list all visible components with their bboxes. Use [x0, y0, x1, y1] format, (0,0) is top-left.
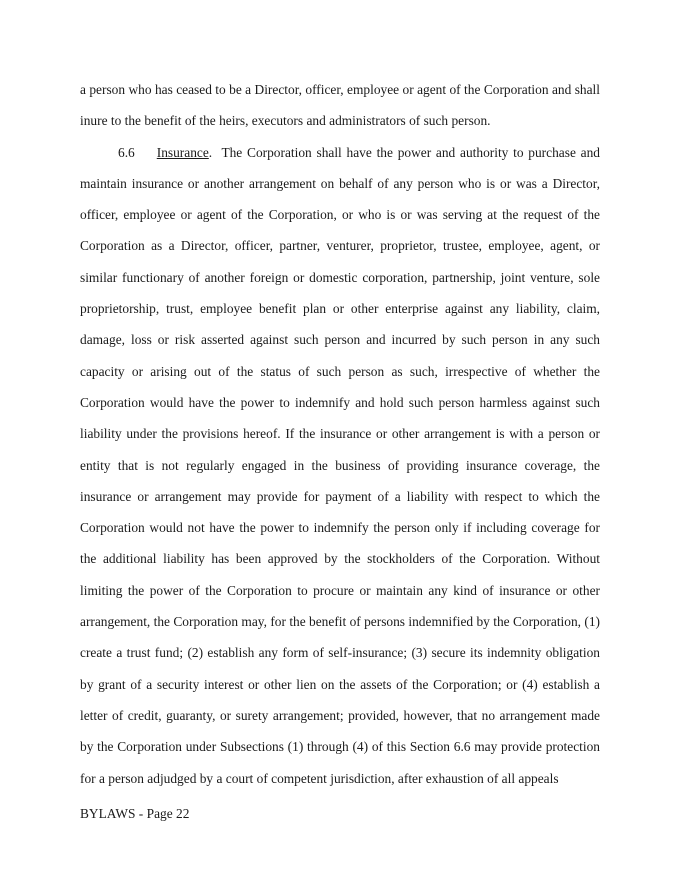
document-body: [80, 74, 600, 794]
section-heading: Insurance: [156, 144, 209, 160]
continuation-paragraph: a person who has ceased to be a Director, officer, employee or agent of the Corporation and shall inure to the benefit of the heirs, executors and administrators of such person.: [80, 82, 600, 129]
section-number: 6.6: [118, 144, 135, 160]
section-heading-punct: .: [208, 144, 213, 160]
page-footer: BYLAWS - Page 22: [80, 806, 190, 821]
section-paragraph: [80, 137, 600, 794]
section-body-text: The Corporation shall have the power and authority to purchase and maintain insurance or another arrangement on behalf of any person who is or was a Director, officer, employee or agent of the Corporation, or who is or was serving at the request of the Corporation as a Director, officer, partner, venturer, proprietor, trustee, employee, agent, or similar functionary of another foreign or domestic corporation, partnership, joint venture, sole proprietorship, trust, employee benefit plan or other enterprise against any liability, claim, damage, loss or risk asserted against such person and incurred by such person in any such capacity or arising out of the status of such person as such, irrespective of whether the Corporation would have the power to indemnify and hold such person harmless against such liability under the provisions hereof. If the insurance or other arrangement is with a person or entity that is not regularly engaged in the business of providing insurance coverage, the insurance or arrangement may provide for payment of a liability with respect to which the Corporation would not have the power to indemnify the person only if including coverage for the additional liability has been approved by the stockholders of the Corporation. Without limiting the power of the Corporation to procure or maintain any kind of insurance or other arrangement, the Corporation may, for the benefit of persons indemnified by the Corporation, (1) create a trust fund; (2) establish any form of self-insurance; (3) secure its indemnity obligation by grant of a security interest or other lien on the assets of the Corporation; or (4) establish a letter of credit, guaranty, or surety arrangement; provided, however, that no arrangement made by the Corporation under Subsections (1) through (4) of this Section 6.6 may provide protection for a person adjudged by a court of competent jurisdiction, after exhaustion of all appeals: [80, 144, 600, 786]
